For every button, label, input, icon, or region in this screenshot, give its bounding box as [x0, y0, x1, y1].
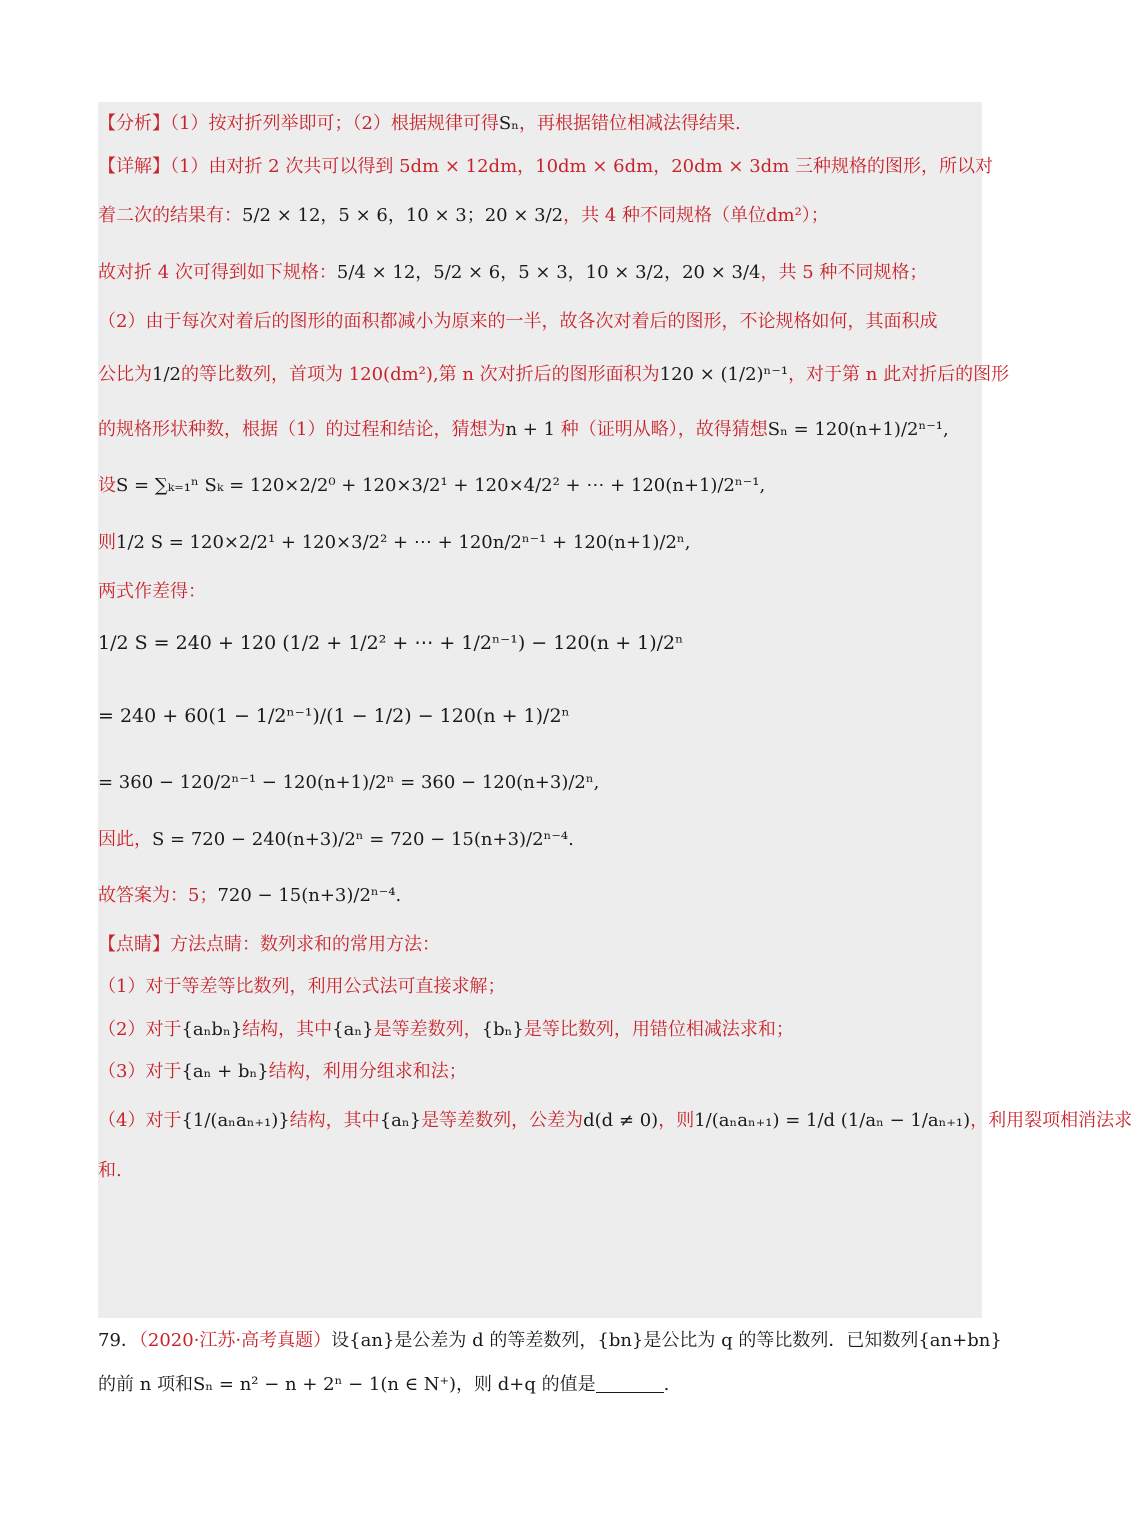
detail-text-8a: 则 — [98, 532, 116, 553]
comment-item-3b: 结构，利用分组求和法； — [268, 1061, 467, 1082]
comment-line — [98, 932, 440, 958]
comment-item-4d: ，则 — [658, 1110, 695, 1131]
comment-item-2a: （2）对于 — [98, 1019, 182, 1040]
detail-text-5a: 公比为 — [98, 364, 152, 385]
detail-text-7c: , — [759, 475, 766, 496]
detail-line-7 — [98, 473, 765, 499]
detail-math-6a: n + 1 — [505, 419, 556, 440]
detail-text-6b: 种（证明从略），故得猜想 — [555, 419, 768, 440]
answer-blank[interactable] — [596, 1374, 664, 1393]
equation-2 — [98, 703, 570, 729]
detail-math-5a: 1/2 — [152, 364, 181, 385]
comment-item-2c: 是等差数列， — [373, 1019, 482, 1040]
comment-item-3 — [98, 1059, 467, 1085]
detail-text-4: （2）由于每次对着后的图形的面积都减小为原来的一半，故各次对着后的图形，不论规格如何，其面积成 — [98, 311, 938, 332]
analysis-text: （1）按对折列举即可；（2）根据规律可得 — [170, 113, 499, 134]
detail-text-1: （1）由对折 2 次共可以得到 5dm × 12dm，10dm × 6dm，20dm × 3dm 三种规格的图形，所以对 — [170, 156, 993, 177]
detail-math-7: S = ∑ₖ₌₁ⁿ Sₖ = 120×2/2⁰ + 120×3/2¹ + 120×4/2² + ⋯ + 120(n+1)/2ⁿ⁻¹ — [116, 475, 760, 496]
comment-text: 方法点睛：数列求和的常用方法： — [170, 934, 440, 955]
comment-item-3a: （3）对于 — [98, 1061, 182, 1082]
detail-text-5c: ，对于第 n 此对折后的图形 — [788, 364, 1010, 385]
comment-item-2-m3: {bₙ} — [481, 1019, 524, 1040]
detail-line-8 — [98, 530, 690, 556]
detail-math-2: 5/2 × 12，5 × 6，10 × 3；20 × 3/2 — [242, 205, 564, 226]
comment-item-4-m3: d(d ≠ 0) — [583, 1110, 659, 1131]
comment-item-2-m1: {aₙbₙ} — [181, 1019, 243, 1040]
question-number: 79． — [98, 1330, 139, 1351]
question-text-2b: ，则 d+q 的值是 — [456, 1374, 596, 1395]
question-text-2a: 的前 n 项和 — [98, 1374, 194, 1395]
detail-math-5b: 120 × (1/2)ⁿ⁻¹ — [659, 364, 789, 385]
detail-line-5 — [98, 362, 1009, 388]
detail-text-6c: , — [942, 419, 949, 440]
comment-item-4c: 是等差数列，公差为 — [421, 1110, 584, 1131]
comment-item-4-m4: 1/(aₙaₙ₊₁) = 1/d (1/aₙ − 1/aₙ₊₁) — [694, 1110, 971, 1131]
question-math: Sₙ = n² − n + 2ⁿ − 1(n ∈ N⁺) — [193, 1374, 457, 1395]
comment-item-4-cont — [98, 1158, 122, 1184]
detail-math-3: 5/4 × 12，5/2 × 6，5 × 3，10 × 3/2，20 × 3/4 — [336, 262, 761, 283]
detail-text-13a: 因此， — [98, 829, 152, 850]
detail-text-8c: , — [684, 532, 691, 553]
detail-text-5b: 的等比数列，首项为 120(dm²),第 n 次对折后的图形面积为 — [180, 364, 660, 385]
detail-math-8: 1/2 S = 120×2/2¹ + 120×3/2² + ⋯ + 120n/2ⁿ⁻¹ + 120(n+1)/2ⁿ — [116, 532, 685, 553]
comment-item-3-m: {aₙ + bₙ} — [181, 1061, 269, 1082]
detail-line-2 — [98, 203, 829, 229]
analysis-tag: 【分析】 — [98, 113, 170, 134]
detail-line-3 — [98, 260, 927, 286]
answer-text: 故答案为：5； — [98, 885, 218, 906]
comment-tag: 【点睛】 — [98, 934, 170, 955]
answer-math: 720 − 15(n+3)/2ⁿ⁻⁴ — [217, 885, 396, 906]
comment-item-4-m1: {1/(aₙaₙ₊₁)} — [181, 1110, 290, 1131]
detail-line-1 — [98, 154, 993, 180]
question-line-2 — [98, 1372, 669, 1398]
detail-text-9: 两式作差得： — [98, 581, 206, 602]
comment-item-4b: 结构，其中 — [289, 1110, 380, 1131]
equation-2-math: = 240 + 60(1 − 1/2ⁿ⁻¹)/(1 − 1/2) − 120(n + 1)/2ⁿ — [98, 705, 570, 727]
detail-text-7a: 设 — [98, 475, 116, 496]
detail-tag: 【详解】 — [98, 156, 170, 177]
comment-item-2b: 结构，其中 — [242, 1019, 333, 1040]
comment-item-2 — [98, 1017, 794, 1043]
question-line-1 — [98, 1328, 1002, 1354]
comment-item-4-m2: {aₙ} — [379, 1110, 422, 1131]
comment-item-2d: 是等比数列，用错位相减法求和； — [523, 1019, 794, 1040]
detail-text-6a: 的规格形状种数，根据（1）的过程和结论，猜想为 — [98, 419, 506, 440]
comment-item-1-text: （1）对于等差等比数列，利用公式法可直接求解； — [98, 976, 506, 997]
detail-math-13: S = 720 − 240(n+3)/2ⁿ = 720 − 15(n+3)/2ⁿ⁻⁴ — [152, 829, 569, 850]
detail-text-13c: . — [568, 829, 574, 850]
detail-text-3: 故对折 4 次可得到如下规格： — [98, 262, 337, 283]
comment-item-4 — [98, 1108, 1132, 1134]
detail-tail-3: ，共 5 种不同规格； — [760, 262, 928, 283]
question-text-1: 设{an}是公差为 d 的等差数列，{bn}是公比为 q 的等比数列．已知数列{an+bn} — [331, 1330, 1002, 1351]
answer-tail: . — [395, 885, 402, 906]
equation-3-math: = 360 − 120/2ⁿ⁻¹ − 120(n+1)/2ⁿ = 360 − 120(n+3)/2ⁿ — [98, 772, 594, 793]
analysis-line — [98, 111, 741, 137]
equation-1-math: 1/2 S = 240 + 120 (1/2 + 1/2² + ⋯ + 1/2ⁿ⁻¹) − 120(n + 1)/2ⁿ — [98, 632, 684, 654]
detail-line-13 — [98, 827, 574, 853]
equation-3 — [98, 770, 599, 796]
comment-item-4f: 和. — [98, 1160, 122, 1181]
question-source: （2020·江苏·高考真题） — [138, 1330, 332, 1351]
comment-item-1 — [98, 974, 505, 1000]
detail-math-6b: Sₙ = 120(n+1)/2ⁿ⁻¹ — [767, 419, 943, 440]
analysis-text-end: ，再根据错位相减法得结果. — [519, 113, 741, 134]
equation-3-tail: , — [593, 772, 600, 793]
comment-item-4a: （4）对于 — [98, 1110, 182, 1131]
comment-item-4e: ，利用裂项相消法求 — [970, 1110, 1132, 1131]
analysis-math: Sₙ — [498, 113, 520, 134]
detail-tail-2: ，共 4 种不同规格（单位dm²）； — [563, 205, 829, 226]
question-text-2c: . — [663, 1374, 670, 1395]
detail-line-9 — [98, 579, 206, 605]
comment-item-2-m2: {aₙ} — [332, 1019, 374, 1040]
detail-text-2: 着二次的结果有： — [98, 205, 242, 226]
detail-line-6 — [98, 417, 949, 443]
detail-line-4 — [98, 309, 937, 335]
answer-line — [98, 883, 401, 909]
equation-1 — [98, 630, 683, 656]
